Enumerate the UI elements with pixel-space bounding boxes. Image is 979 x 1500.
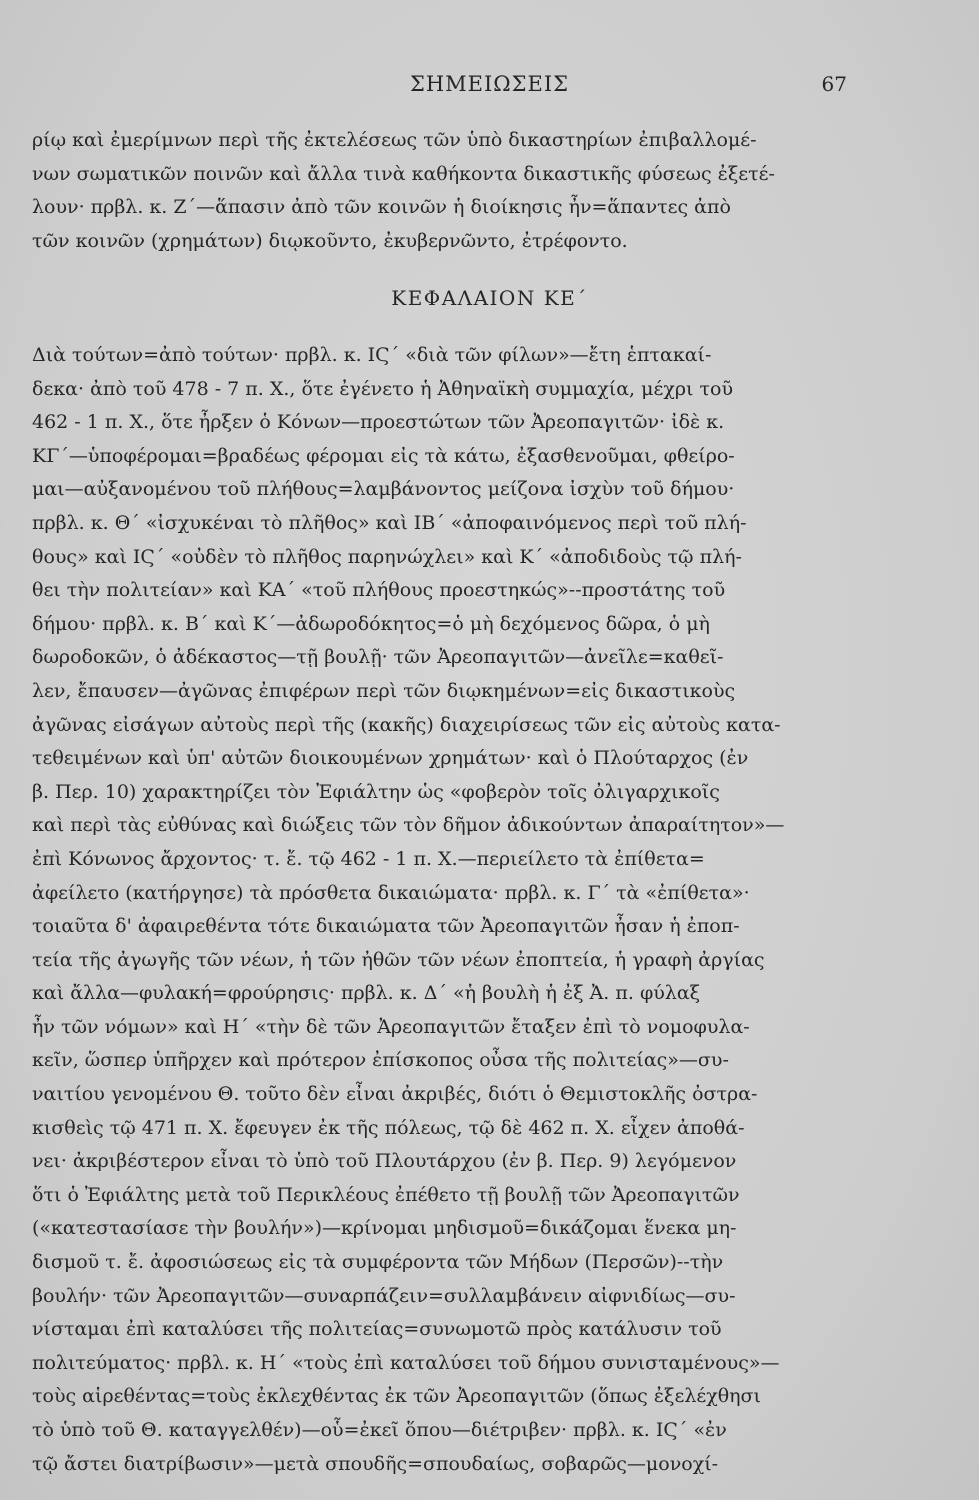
text-line: νίσταμαι ἐπὶ καταλύσει τῆς πολιτείας=συνωμοτῶ πρὸς κατάλυσιν τοῦ: [32, 1318, 722, 1341]
text-line: βουλήν· τῶν Ἀρεοπαγιτῶν—συναρπάζειν=συλλαμβάνειν αἰφνιδίως—συ-: [32, 1284, 736, 1307]
text-line: κισθεὶς τῷ 471 π. Χ. ἔφευγεν ἐκ τῆς πόλεως, τῷ δὲ 462 π. Χ. εἶχεν ἀποθά-: [32, 1116, 745, 1139]
text-line: τῶν κοινῶν (χρημάτων) διῳκοῦντο, ἐκυβερνῶντο, ἐτρέφοντο.: [32, 229, 628, 252]
text-line: τὸ ὑπὸ τοῦ Θ. καταγγελθέν)—οὗ=ἐκεῖ ὅπου—διέτριβεν· πρβλ. κ. ΙϚ΄ «ἐν: [32, 1419, 727, 1441]
text-line: ναιτίου γενομένου Θ. τοῦτο δὲν εἶναι ἀκριβές, διότι ὁ Θεμιστοκλῆς ὀστρα-: [32, 1083, 758, 1106]
text-line: νει· ἀκριβέστερον εἶναι τὸ ὑπὸ τοῦ Πλουτάρχου (ἐν β. Περ. 9) λεγόμενον: [32, 1150, 737, 1173]
text-line: δήμου· πρβλ. κ. Β΄ καὶ Κ΄—ἀδωροδόκητος=ὁ μὴ δεχόμενος δῶρα, ὁ μὴ: [32, 612, 710, 635]
text-line: ἀγῶνας εἰσάγων αὐτοὺς περὶ τῆς (κακῆς) διαχειρίσεως τῶν εἰς αὐτοὺς κατα-: [32, 713, 781, 736]
chapter-heading: ΚΕΦΑΛΑΙΟΝ ΚΕ΄: [391, 286, 588, 310]
text-line: δεκα· ἀπὸ τοῦ 478 - 7 π. Χ., ὅτε ἐγένετο ἡ Ἀθηναϊκὴ συμμαχία, μέχρι τοῦ: [32, 377, 733, 400]
text-line: τεία τῆς ἀγωγῆς τῶν νέων, ἡ τῶν ἠθῶν τῶν νέων ἐποπτεία, ἡ γραφὴ ἀργίας: [32, 948, 765, 971]
text-line: δισμοῦ τ. ἔ. ἀφοσιώσεως εἰς τὰ συμφέροντα τῶν Μήδων (Περσῶν)--τὴν: [32, 1251, 724, 1274]
text-line: λεν, ἔπαυσεν—ἀγῶνας ἐπιφέρων περὶ τῶν διῳκημένων=εἰς δικαστικοὺς: [32, 679, 736, 702]
text-line: καὶ περὶ τὰς εὐθύνας καὶ διώξεις τῶν τὸν δῆμον ἀδικούντων ἀπαραίτητον»—: [32, 814, 785, 837]
text-line: ρίῳ καὶ ἐμερίμνων περὶ τῆς ἐκτελέσεως τῶν ὑπὸ δικαστηρίων ἐπιβαλλομέ-: [32, 129, 757, 151]
text-line: μαι—αὐξανομένου τοῦ πλήθους=λαμβάνοντος μείζονα ἰσχὺν τοῦ δήμου·: [32, 478, 735, 501]
text-line: ἐπὶ Κόνωνος ἄρχοντος· τ. ἔ. τῷ 462 - 1 π. Χ.—περιείλετο τὰ ἐπίθετα=: [32, 847, 705, 870]
running-title: ΣΗΜΕΙΩΣΕΙΣ: [409, 72, 570, 96]
text-line: ΚΓ΄—ὑποφέρομαι=βραδέως φέρομαι εἰς τὰ κάτω, ἐξασθενοῦμαι, φθείρο-: [32, 444, 735, 467]
intro-paragraph: [32, 124, 852, 258]
text-line: τοιαῦτα δ' ἀφαιρεθέντα τότε δικαιώματα τῶν Ἀρεοπαγιτῶν ἦσαν ἡ ἐποπ-: [32, 915, 740, 938]
text-line: Διὰ τούτων=ἀπὸ τούτων· πρβλ. κ. ΙϚ΄ «διὰ τῶν φίλων»—ἔτη ἑπτακαί-: [32, 344, 712, 366]
text-line: τῷ ἄστει διατρίβωσιν»—μετὰ σπουδῆς=σπουδαίως, σοβαρῶς—μονοχί-: [32, 1452, 719, 1475]
text-line: ὅτι ὁ Ἐφιάλτης μετὰ τοῦ Περικλέους ἐπέθετο τῇ βουλῇ τῶν Ἀρεοπαγιτῶν: [32, 1183, 740, 1206]
text-line: κεῖν, ὥσπερ ὑπῆρχεν καὶ πρότερον ἐπίσκοπος οὖσα τῆς πολιτείας»—συ-: [32, 1049, 729, 1072]
text-line: 462 - 1 π. Χ., ὅτε ἦρξεν ὁ Κόνων—προεστώτων τῶν Ἀρεοπαγιτῶν· ἰδὲ κ.: [32, 411, 725, 434]
page-number: 67: [821, 72, 847, 96]
text-line: («κατεστασίασε τὴν βουλήν»)—κρίνομαι μηδισμοῦ=δικάζομαι ἕνεκα μη-: [32, 1217, 737, 1240]
text-line: πρβλ. κ. Θ΄ «ἰσχυκέναι τὸ πλῆθος» καὶ ΙΒ΄ «ἀποφαινόμενος περὶ τοῦ πλή-: [32, 511, 747, 534]
text-line: δωροδοκῶν, ὁ ἀδέκαστος—τῇ βουλῇ· τῶν Ἀρεοπαγιτῶν—ἀνεῖλε=καθεῖ-: [32, 646, 724, 669]
text-line: τεθειμένων καὶ ὑπ' αὐτῶν διοικουμένων χρημάτων· καὶ ὁ Πλούταρχος (ἐν: [32, 747, 749, 770]
text-line: λουν· πρβλ. κ. Ζ΄—ἅπασιν ἀπὸ τῶν κοινῶν ἡ διοίκησις ἦν=ἅπαντες ἀπὸ: [32, 196, 731, 219]
text-line: θει τὴν πολιτείαν» καὶ ΚΑ΄ «τοῦ πλήθους προεστηκώς»--προστάτης τοῦ: [32, 579, 726, 602]
text-line: θους» καὶ ΙϚ΄ «οὐδὲν τὸ πλῆθος παρηνώχλει» καὶ Κ΄ «ἀποδιδοὺς τῷ πλή-: [32, 545, 742, 568]
text-line: τοὺς αἱρεθέντας=τοὺς ἐκλεχθέντας ἐκ τῶν Ἀρεοπαγιτῶν (ὅπως ἐξελέχθησι: [32, 1385, 761, 1408]
text-line: νων σωματικῶν ποινῶν καὶ ἄλλα τινὰ καθήκοντα δικαστικῆς φύσεως ἐξετέ-: [32, 162, 775, 185]
notes-paragraph: [32, 339, 852, 1481]
text-line: πολιτεύματος· πρβλ. κ. Η΄ «τοὺς ἐπὶ καταλύσει τοῦ δήμου συνισταμένους»—: [32, 1351, 780, 1374]
text-line: καὶ ἄλλα—φυλακή=φρούρησις· πρβλ. κ. Δ΄ «ἡ βουλὴ ἡ ἐξ Ἀ. π. φύλαξ: [32, 982, 701, 1005]
text-line: ἦν τῶν νόμων» καὶ Η΄ «τὴν δὲ τῶν Ἀρεοπαγιτῶν ἔταξεν ἐπὶ τὸ νομοφυλα-: [32, 1015, 750, 1038]
text-line: β. Περ. 10) χαρακτηρίζει τὸν Ἐφιάλτην ὡς «φοβερὸν τοῖς ὀλιγαρχικοῖς: [32, 780, 720, 803]
running-head: [0, 72, 979, 104]
text-line: ἀφείλετο (κατήργησε) τὰ πρόσθετα δικαιώματα· πρβλ. κ. Γ΄ τὰ «ἐπίθετα»·: [32, 881, 750, 904]
